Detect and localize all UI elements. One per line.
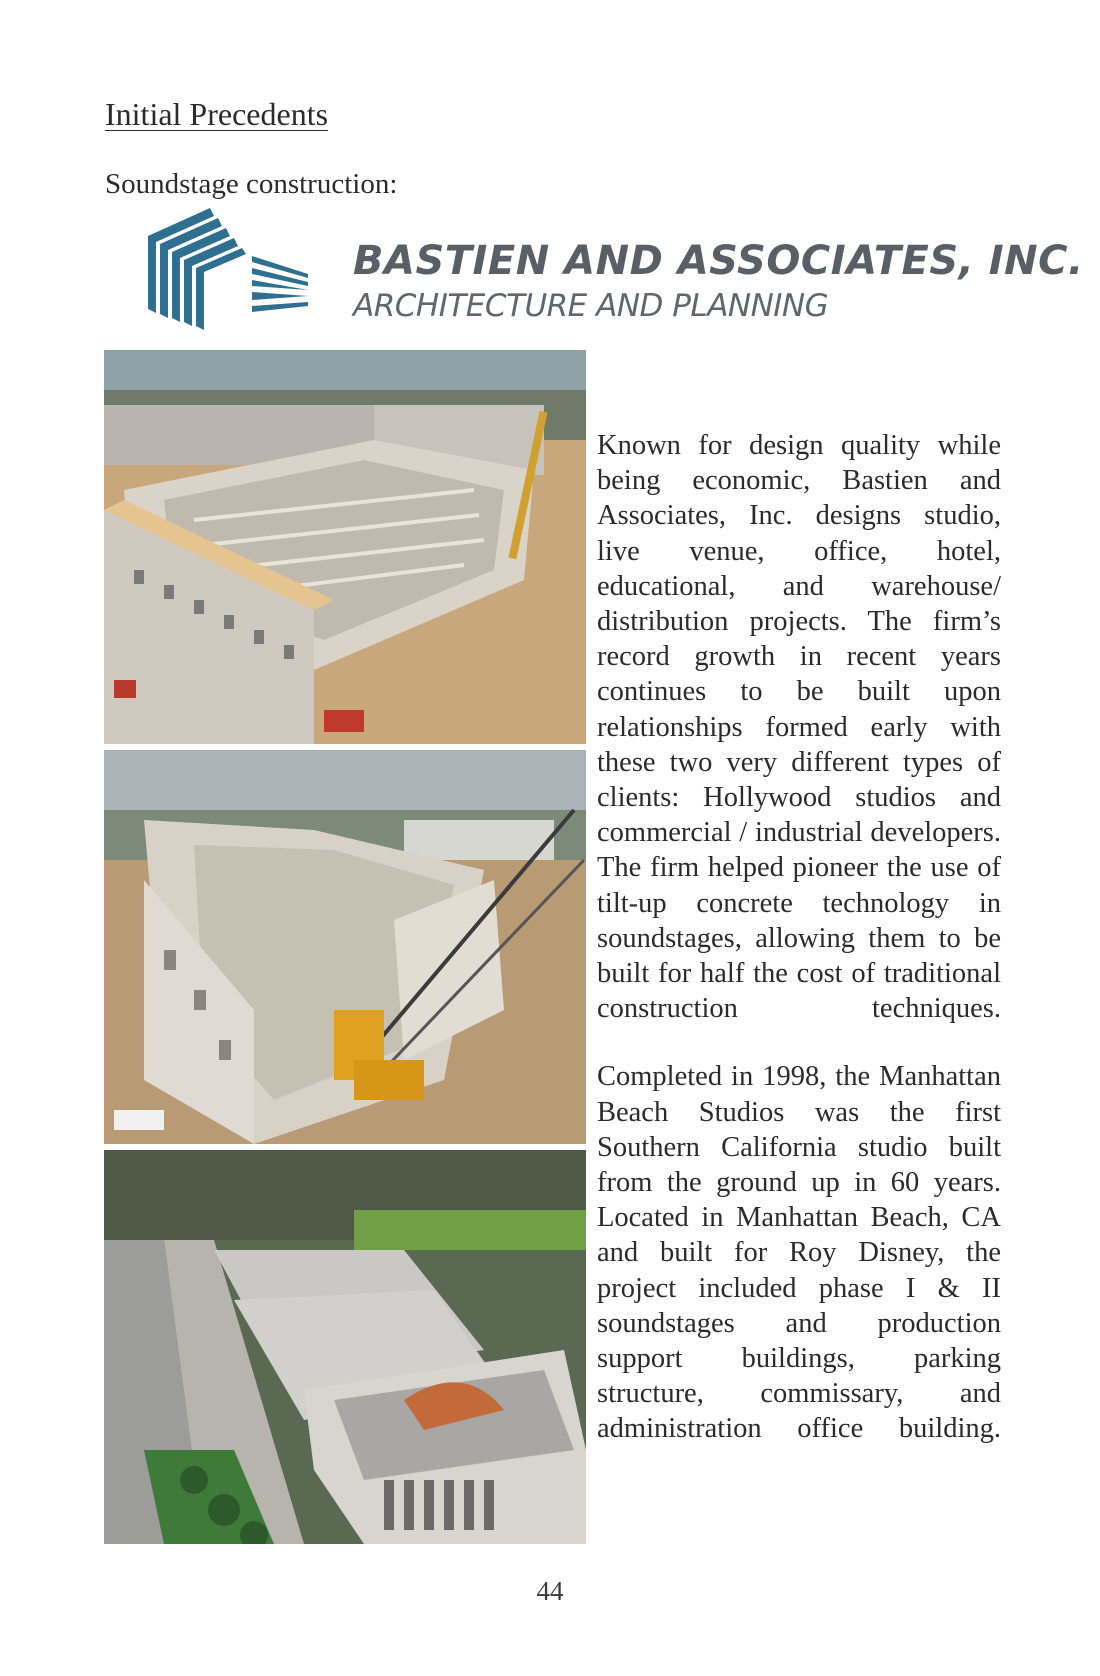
tilt-up-wall-crane-photo: [104, 750, 586, 1144]
body-text: [597, 428, 1001, 1480]
aerial-soundstage-framing-photo: [104, 350, 586, 744]
completed-studios-aerial-photo: [104, 1150, 586, 1544]
logo-firm-name: BASTIEN AND ASSOCIATES, INC.: [353, 238, 1084, 284]
paragraph-firm-overview: Known for design quality while being economic, Bastien and Associates, Inc. designs studio, live venue, office, hotel, educational, and warehouse/ distribution projects. The firm’s record growth in recent years continues to be built upon relationships formed early with these two very different types of clients: Hollywood studios and commercial / industrial developers. The firm helped pioneer the use of tilt-up concrete technology in soundstages, allowing them to be built for half the cost of traditional construction techniques.: [597, 430, 1001, 1025]
page-number: 44: [536, 1576, 564, 1606]
logo-tagline: ARCHITECTURE AND PLANNING: [353, 288, 829, 324]
bastien-stripes-logo-icon: [148, 208, 328, 338]
paragraph-manhattan-beach-studios: Completed in 1998, the Manhattan Beach Studios was the first Southern California studio built from the ground up in 60 years. Located in Manhattan Beach, CA and built for Roy Disney, the project included phase I & II soundstages and production support buildings, parking structure, commissary, and administration office building.: [597, 1061, 1001, 1445]
subtitle: Soundstage construction:: [105, 168, 398, 200]
firm-logo: [148, 208, 1084, 348]
photo-column: [104, 350, 586, 1550]
section-title: Initial Precedents: [105, 96, 329, 132]
